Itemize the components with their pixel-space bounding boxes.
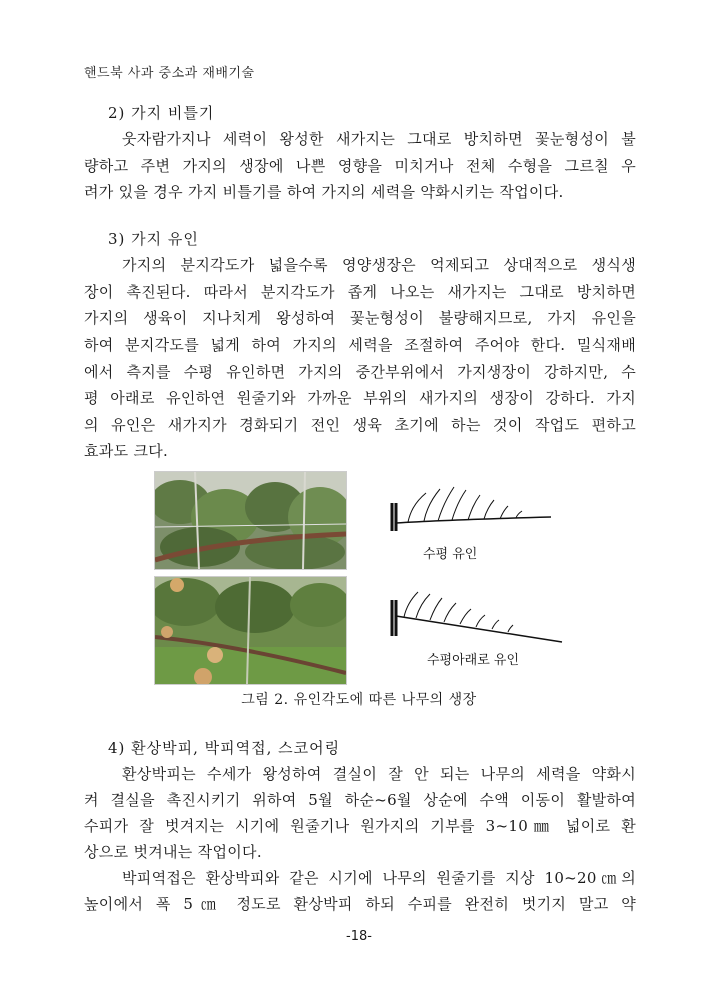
diagram-below-horizontal-training (386, 590, 566, 650)
photo-below-horizontal-training (154, 576, 347, 685)
section-heading-training: 3) 가지 유인 (108, 230, 199, 248)
paragraph-line: 높이에서 폭 5㎝ 정도로 환상박피 하되 수피를 완전히 벗기지 말고 약 (84, 895, 636, 913)
photo-horizontal-training (154, 471, 347, 570)
paragraph-line: 상으로 벗겨내는 작업이다. (84, 843, 262, 861)
paragraph-line: 수피가 잘 벗겨지는 시기에 원줄기나 원가지의 기부를 3~10㎜ 넓이로 환 (84, 817, 636, 835)
label-below-horizontal-training: 수평아래로 유인 (427, 653, 520, 668)
paragraph-line: 가지의 분지각도가 넓을수록 영양생장은 억제되고 상대적으로 생식생 (122, 256, 636, 274)
paragraph-line: 려가 있을 경우 가지 비틀기를 하여 가지의 세력을 약화시키는 작업이다. (84, 183, 564, 201)
paragraph-line: 가지의 생육이 지나치게 왕성하여 꽃눈형성이 불량해지므로, 가지 유인을 (84, 309, 636, 327)
page-number: -18- (346, 929, 372, 944)
paragraph-line: 의 유인은 새가지가 경화되기 전인 생육 초기에 하는 것이 작업도 편하고 (84, 416, 636, 434)
section-heading-girdling: 4) 환상박피, 박피역접, 스코어링 (108, 739, 341, 757)
diagram-horizontal-training (386, 483, 556, 538)
paragraph-line: 하여 분지각도를 넓게 하여 가지의 세력을 조절하여 주어야 한다. 밀식재배 (84, 336, 636, 354)
section-heading-twisting: 2) 가지 비틀기 (108, 104, 215, 122)
paragraph-line: 박피역접은 환상박피와 같은 시기에 나무의 원줄기를 지상 10~20㎝의 (122, 869, 636, 887)
label-horizontal-training: 수평 유인 (423, 547, 478, 562)
running-header: 핸드북 사과 중소과 재배기술 (84, 66, 255, 81)
paragraph-line: 켜 결실을 촉진시키기 위하여 5월 하순~6월 상순에 수액 이동이 활발하여 (84, 791, 636, 809)
paragraph-line: 량하고 주변 가지의 생장에 나쁜 영향을 미치거나 전체 수형을 그르칠 우 (84, 157, 636, 175)
figure-caption: 그림 2. 유인각도에 따른 나무의 생장 (241, 692, 477, 708)
paragraph-line: 에서 측지를 수평 유인하면 가지의 중간부위에서 가지생장이 강하지만, 수 (84, 363, 636, 381)
paragraph-line: 웃자람가지나 세력이 왕성한 새가지는 그대로 방치하면 꽃눈형성이 불 (122, 130, 636, 148)
paragraph-line: 평 아래로 유인하연 원줄기와 가까운 부위의 새가지의 생장이 강하다. 가지 (84, 389, 636, 407)
paragraph-line: 장이 촉진된다. 따라서 분지각도가 좁게 나오는 새가지는 그대로 방치하면 (84, 283, 636, 301)
paragraph-line: 환상박피는 수세가 왕성하여 결실이 잘 안 되는 나무의 세력을 약화시 (122, 765, 636, 783)
paragraph-line: 효과도 크다. (84, 442, 169, 460)
